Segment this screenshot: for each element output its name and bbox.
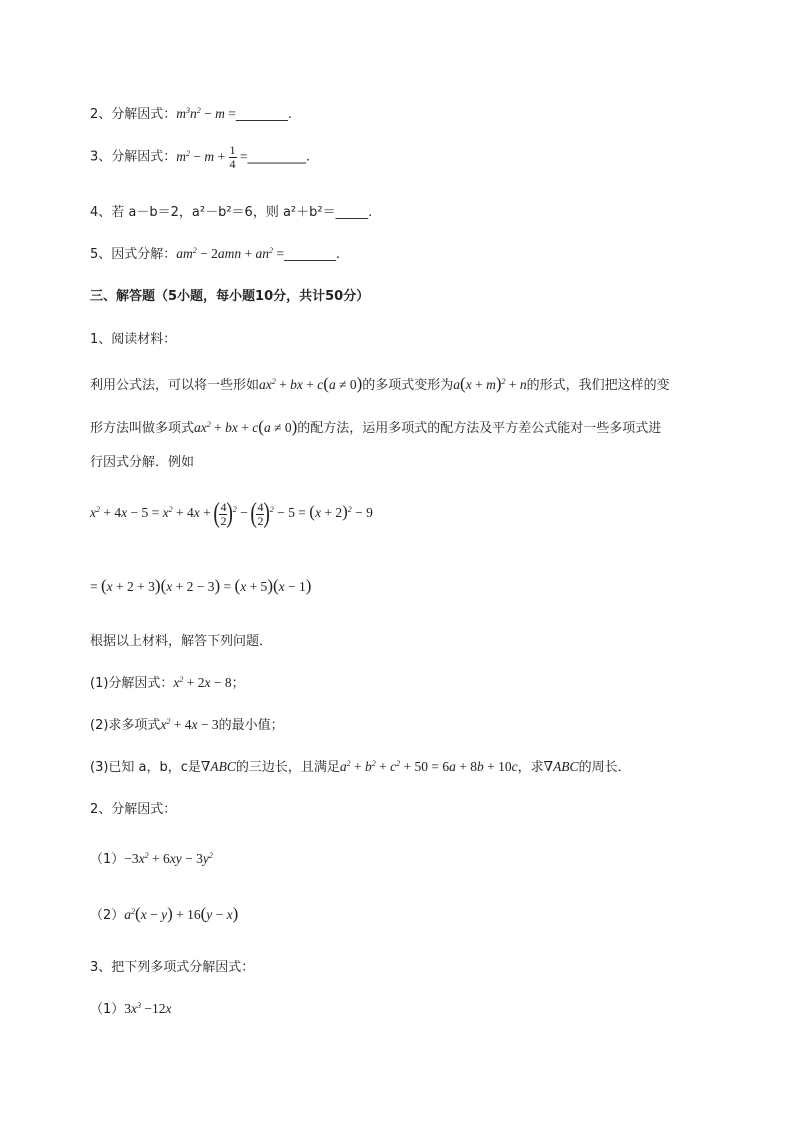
subquestion-2: (2)求多项式$x^2 + 4x - 3$的最小值； — [90, 717, 284, 733]
problem-1-prompt: 根据以上材料，解答下列问题． — [90, 634, 273, 649]
problem-3-item-1: $(1)3x^3 -12x$ — [90, 1001, 172, 1017]
math-expression: $m^3n^2 - m$ = — [176, 106, 236, 121]
section-title: 三、解答题（5小题，每小题10分，共计50分） — [90, 289, 370, 304]
math-expression: $am^2 - 2amn + an^2$ = — [176, 246, 285, 261]
fill-question-3: 3、分解因式：$m^2 - m$ + $\frac{1}{4}$ =_________. — [90, 143, 311, 171]
problem-1-text-line-3: 行因式分解．例如 — [90, 455, 195, 470]
fill-question-4: 4、若 a－b＝2，a²－b²＝6，则 a²＋b²＝_____. — [90, 205, 373, 220]
answer-blank[interactable]: _________ — [247, 149, 307, 165]
answer-blank[interactable]: ________ — [284, 247, 337, 262]
subquestion-1: (1)分解因式：$x^2 + 2x - 8$； — [90, 675, 245, 691]
answer-blank[interactable]: _____ — [335, 205, 369, 220]
problem-1-text-line-2: 形方法叫做多项式$ax^2$ + bx + c(a ≠ 0)的配方法，运用多项式的配方法及平方差公式能对一些多项式进 — [90, 417, 662, 436]
problem-3-intro: 3、把下列多项式分解因式： — [90, 960, 255, 975]
problem-2-item-1: $(1)-3x^2 + 6xy - 3y^2$ — [90, 851, 213, 867]
example-equation-1: $x^2 + 4x - 5 = x^2 + 4x$ + ( $\frac{4}{2}$ )$^2$ − ( $\frac{4}{2}$ )$^2 - 5 = (x + 2)^2 - 9$ — [90, 498, 373, 529]
problem-2-item-2: $(2)a^2(x - y) + 16(y - x)$ — [90, 904, 239, 923]
fill-question-5: 5、因式分解：$am^2 - 2amn + an^2$ =________. — [90, 246, 341, 262]
subquestion-3: (3)已知 a，b，c是∇ABC的三边长，且满足$a^2 + b^2 + c^2 + 50 = 6a + 8b + 10c$，求∇ABC的周长． — [90, 759, 631, 775]
example-equation-2: = (x + 2 + 3)(x + 2 − 3) = (x + 5)(x − 1) — [90, 576, 312, 595]
fraction-one-quarter: $\frac{1}{4}$ — [229, 143, 236, 171]
fill-question-2: 2、分解因式：$m^3n^2 - m$ =________. — [90, 106, 293, 122]
problem-1-text-line-1: 利用公式法，可以将一些形如$ax^2$ + bx + c(a ≠ 0)的多项式变形为$a(x + m)^2 + n$的形式，我们把这样的变 — [90, 374, 670, 393]
math-expression: $m^2 - m$ + $\frac{1}{4}$ = — [176, 143, 248, 171]
answer-blank[interactable]: ________ — [235, 107, 288, 122]
problem-1-intro: 1、阅读材料： — [90, 332, 177, 347]
problem-2-intro: 2、分解因式： — [90, 802, 177, 817]
